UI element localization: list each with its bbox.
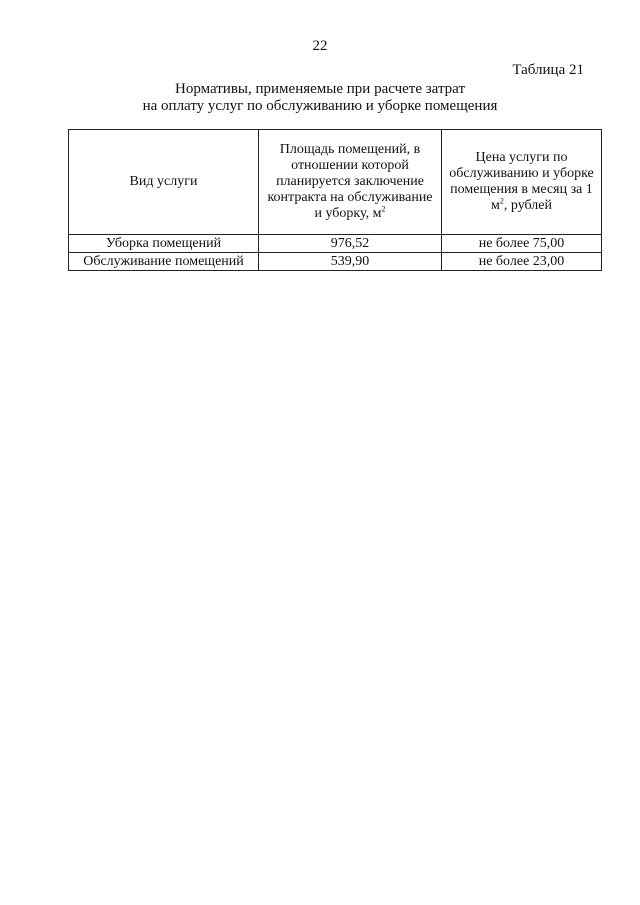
title-line-1: Нормативы, применяемые при расчете затрат (174, 81, 466, 97)
page-number: 22 (312, 38, 328, 54)
row-price: не более 75,00 (442, 235, 602, 253)
header-area (259, 130, 442, 235)
row-price: не более 23,00 (442, 253, 602, 271)
norms-table (68, 129, 602, 271)
table-caption: Таблица 21 (512, 62, 584, 78)
header-price-text: Цена услуги по обслуживанию и уборке помещения в месяц за 1 м (449, 150, 594, 213)
title-line-2: на оплату услуг по обслуживанию и уборке помещения (142, 98, 498, 114)
table-row (69, 253, 602, 271)
header-area-text: Площадь помещений, в отношении которой планируется заключение контракта на обслуживание и уборку, м (267, 142, 433, 221)
header-price-sup: 2 (499, 196, 504, 206)
header-service-type-text: Вид услуги (129, 174, 198, 189)
row-service: Уборка помещений (69, 235, 259, 253)
row-service: Обслуживание помещений (69, 253, 259, 271)
header-service-type (69, 130, 259, 235)
row-area: 976,52 (259, 235, 442, 253)
header-price-text-after: , рублей (503, 198, 552, 213)
header-price (442, 130, 602, 235)
header-area-sup: 2 (381, 204, 386, 214)
document-title (0, 81, 640, 115)
row-area: 539,90 (259, 253, 442, 271)
table-header-row (69, 130, 602, 235)
table-row (69, 235, 602, 253)
